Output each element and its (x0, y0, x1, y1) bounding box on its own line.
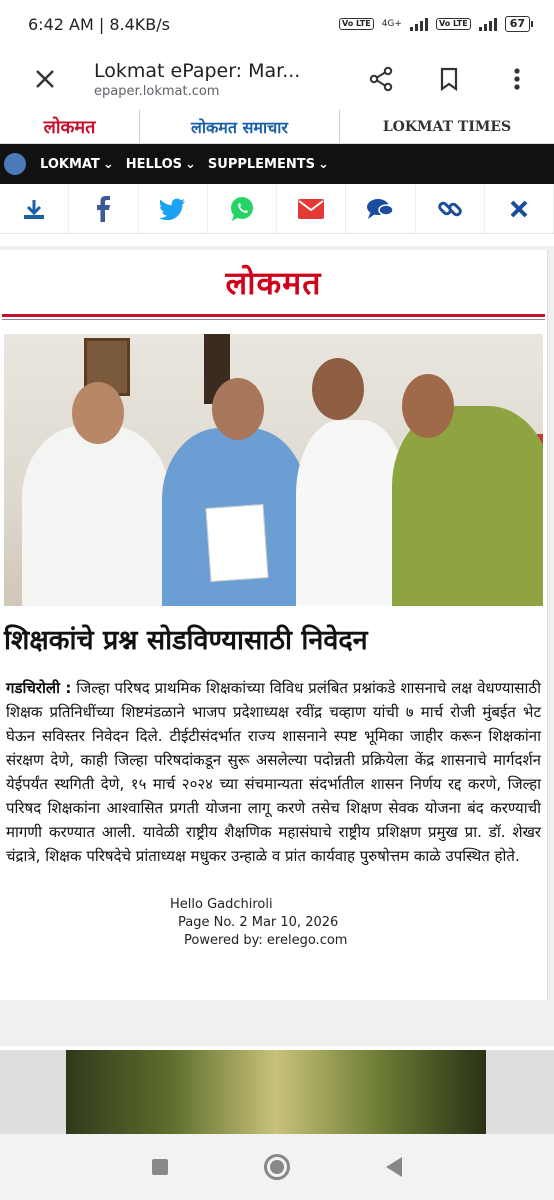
battery-icon: 67 (505, 16, 530, 32)
more-vert-icon (513, 67, 521, 91)
close-icon (509, 199, 529, 219)
status-time-speed: 6:42 AM | 8.4KB/s (28, 14, 170, 34)
person-4 (392, 406, 543, 606)
ad-image[interactable] (66, 1050, 486, 1134)
edition-nav (0, 144, 554, 184)
signal-icon-2 (479, 17, 497, 31)
twitter-icon (160, 198, 186, 220)
back-button[interactable] (386, 1157, 402, 1177)
nav-item-lokmat[interactable]: LOKMAT ⌄ (40, 156, 114, 172)
news-clipping (0, 250, 548, 1000)
close-tab-button[interactable] (22, 56, 68, 102)
copy-link-button[interactable] (416, 184, 485, 233)
person-1 (22, 426, 170, 606)
article-body (6, 676, 541, 868)
share-icon (368, 66, 394, 92)
download-icon (22, 197, 46, 221)
clip-area (0, 246, 554, 1046)
bookmark-button[interactable] (426, 56, 472, 102)
person-3 (296, 420, 406, 606)
close-share-button[interactable] (485, 184, 554, 233)
link-icon (437, 196, 463, 222)
divider (2, 314, 545, 317)
divider (2, 319, 545, 320)
masthead-logos (0, 110, 554, 144)
facebook-share-button[interactable] (69, 184, 138, 233)
advertisement[interactable] (0, 1050, 554, 1134)
memorandum-document (205, 504, 268, 582)
person-1-head (72, 382, 124, 444)
share-toolbar (0, 184, 554, 234)
status-bar (0, 0, 554, 48)
powered-by[interactable]: Powered by: erelego.com (184, 932, 348, 948)
nav-item-supplements[interactable]: SUPPLEMENTS ⌄ (207, 156, 329, 172)
edition-name: Hello Gadchiroli (170, 896, 273, 912)
email-share-button[interactable] (277, 184, 346, 233)
twitter-share-button[interactable] (139, 184, 208, 233)
paper-masthead (0, 250, 547, 314)
article-dateline: गडचिरोली : (6, 678, 72, 697)
person-4-head (402, 374, 454, 438)
lokmat-logo[interactable]: लोकमत (0, 110, 140, 143)
email-icon (297, 198, 325, 220)
lokmat-samachar-logo[interactable]: लोकमत समाचार (140, 110, 340, 143)
share-button[interactable] (358, 56, 404, 102)
status-indicators (339, 16, 530, 32)
clipping-footer (170, 896, 547, 950)
download-button[interactable] (0, 184, 69, 233)
browser-toolbar (0, 48, 554, 110)
globe-icon (4, 153, 26, 175)
news-photo[interactable] (4, 334, 543, 606)
comment-button[interactable] (346, 184, 415, 233)
bookmark-icon (439, 67, 459, 91)
recents-button[interactable] (152, 1159, 168, 1175)
article-text: जिल्हा परिषद प्राथमिक शिक्षकांच्या विविध प्रलंबित प्रश्नांकडे शासनाचे लक्ष वेधण्यासाठी शिक्षक प्रतिनिधींच्या शिष्टमंडळाने भाजप प्रदेशाध्यक्ष रवींद्र चव्हाण यांची ७ मार्च रोजी मुंबईत भेट घेऊन सविस्तर निवेदन दिले. टीईटीसंदर्भात राज्य शासनाने स्पष्ट भूमिका जाहीर करून शिक्षकांना संरक्षण देणे, काही जिल्हा परिषदांकडून सुरू असलेल्या पदोन्नती प्रक्रियेला केंद्र शासनाचे मार्गदर्शन येईपर्यंत स्थगिती देणे, १५ मार्च २०२४ च्या संचमान्यता संदर्भातील शासन निर्णय रद्द करणे, जिल्हा परिषद शिक्षकांना आश्वासित प्रगती योजना लागू करणे तसेच शिक्षण सेवक योजना बंद करण्याची मागणी करण्यात आली. यावेळी राष्ट्रीय शैक्षणिक महासंघाचे राष्ट्रीय प्रशिक्षण प्रमुख प्रा. डॉ. शेखर चंद्रात्रे, शिक्षक परिषदेचे प्रांताध्यक्ष मधुकर उन्हाळे व प्रांत कार्यवाह पुरुषोत्तम काळे उपस्थित होते. (6, 678, 541, 865)
whatsapp-icon (229, 196, 255, 222)
system-navigation-bar (0, 1134, 554, 1200)
article-headline: शिक्षकांचे प्रश्न सोडविण्यासाठी निवेदन (4, 625, 368, 656)
home-button[interactable] (264, 1154, 290, 1180)
chevron-down-icon: ⌄ (185, 156, 196, 172)
volte-badge-2: Vo LTE (436, 18, 471, 30)
more-options-button[interactable] (494, 56, 540, 102)
whatsapp-share-button[interactable] (208, 184, 277, 233)
network-type: 4G+ (381, 19, 402, 29)
nav-item-hellos[interactable]: HELLOS ⌄ (125, 156, 196, 172)
chevron-down-icon: ⌄ (317, 156, 329, 172)
lokmat-times-logo[interactable]: LOKMAT TIMES (382, 118, 512, 135)
page-and-date: Page No. 2 Mar 10, 2026 (178, 914, 339, 930)
person-3-head (312, 358, 364, 420)
signal-icon (410, 17, 428, 31)
page-title: Lokmat ePaper: Mar... (94, 59, 301, 82)
paper-logo-text: लोकमत (225, 263, 322, 302)
chevron-down-icon: ⌄ (102, 156, 114, 172)
facebook-icon (96, 196, 110, 222)
person-2-head (212, 378, 264, 440)
page-domain: epaper.lokmat.com (94, 83, 220, 99)
comment-icon (366, 197, 394, 221)
volte-badge: Vo LTE (339, 18, 374, 30)
home-icon (270, 1160, 284, 1174)
url-block[interactable] (94, 60, 358, 99)
close-icon (34, 68, 56, 90)
